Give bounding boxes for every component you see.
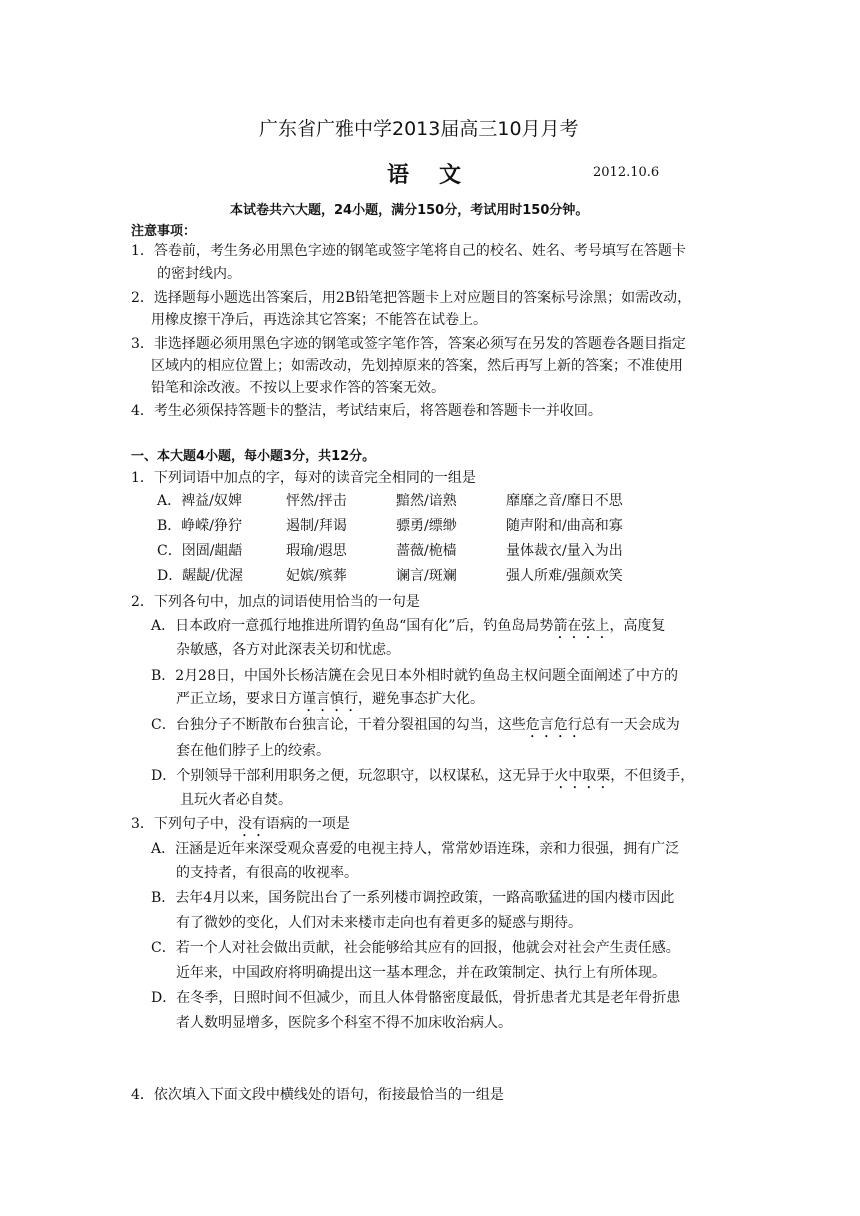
question-2-stem: 2．下列各句中，加点的词语使用恰当的一句是 <box>131 594 420 610</box>
option-c-cont: 套在他们脖子上的绞索。 <box>176 743 330 759</box>
option-cell: 强人所难/强颜欢笑 <box>506 568 623 584</box>
option-cell: 瑕瑜/遐思 <box>286 543 347 559</box>
option-cell: 随声附和/曲高和寡 <box>506 518 623 534</box>
option-d-cont: 且玩火者必自焚。 <box>180 792 292 808</box>
option-a: A．日本政府一意孤行地推进所谓钓鱼岛“国有化”后，钓鱼岛局势箭在弦上，高度复 <box>151 618 666 634</box>
emphasis-text: 箭在弦上 <box>553 618 610 634</box>
question-1-stem: 1．下列词语中加点的字，每对的读音完全相同的一组是 <box>131 470 476 486</box>
question-4-stem: 4．依次填入下面文段中横线处的语句，衔接最恰当的一组是 <box>131 1087 504 1103</box>
option-a-cont: 杂敏感，各方对此深表关切和忧虑。 <box>176 642 400 658</box>
option-cell: A．裨益/奴婢 <box>157 493 242 509</box>
notice-line: 铅笔和涂改液。不按以上要求作答的答案无效。 <box>151 380 445 396</box>
option-cell: 量体裁衣/量入为出 <box>506 543 623 559</box>
notice-line: 2．选择题每小题选出答案后，用2B铅笔把答题卡上对应题目的答案标号涂黑；如需改动， <box>131 290 692 306</box>
notice-line: 用橡皮擦干净后，再选涂其它答案；不能答在试卷上。 <box>151 312 487 328</box>
option-cell: 谰言/斑斓 <box>396 568 457 584</box>
notice-line: 4．考生必须保持答题卡的整洁，考试结束后，将答题卷和答题卡一并收回。 <box>131 403 602 419</box>
notice-line: 的密封线内。 <box>157 266 241 282</box>
exam-title: 广东省广雅中学2013届高三10月月考 <box>259 118 579 140</box>
option-cell: D．龌龊/优渥 <box>157 568 243 584</box>
notice-line: 区域内的相应位置上；如需改动，先划掉原来的答案，然后再写上新的答案；不准使用 <box>151 358 683 374</box>
option-a-cont: 的支持者，有很高的收视率。 <box>176 865 358 881</box>
notice-heading: 注意事项： <box>131 224 197 239</box>
option-c: C．台独分子不断散布台独言论，干着分裂祖国的勾当，这些危言危行总有一天会成为 <box>151 717 680 733</box>
emphasis-text: 没有 <box>237 816 266 832</box>
option-cell: 遏制/拜谒 <box>286 518 347 534</box>
option-cell: 蔷薇/桅樯 <box>396 543 457 559</box>
option-b-cont: 严正立场，要求日方谨言慎行，避免事态扩大化。 <box>176 691 484 707</box>
option-b: B．2月28日，中国外长杨洁篪在会见日本外相时就钓鱼岛主权问题全面阐述了中方的 <box>151 668 679 684</box>
option-cell: 妃嫔/殡葬 <box>286 568 347 584</box>
option-cell: 靡靡之音/靡日不思 <box>506 493 623 509</box>
option-c: C．若一个人对社会做出贡献，社会能够给其应有的回报，他就会对社会产生责任感。 <box>151 940 680 956</box>
option-c-cont: 近年来，中国政府将明确提出这一基本理念，并在政策制定、执行上有所体现。 <box>176 965 666 981</box>
notice-line: 1．答卷前，考生务必用黑色字迹的钢笔或签字笔将自己的校名、姓名、考号填写在答题卡 <box>131 243 686 259</box>
exam-summary: 本试卷共六大题，24小题，满分150分，考试用时150分钟。 <box>230 203 589 218</box>
option-d: D．个别领导干部利用职务之便，玩忽职守，以权谋私，这无异于火中取栗，不但烫手， <box>151 768 695 784</box>
emphasis-text: 火中取栗 <box>554 768 611 784</box>
option-cell: B．峥嵘/狰狞 <box>157 518 243 534</box>
option-cell: 骠勇/缥缈 <box>396 518 457 534</box>
emphasis-text: 危言危行 <box>525 717 582 733</box>
option-a: A．汪涵是近年来深受观众喜爱的电视主持人，常常妙语连珠，亲和力很强，拥有广泛 <box>151 841 680 857</box>
subject-title: 语文 <box>387 163 492 188</box>
option-cell: C．囹圄/龃龉 <box>157 543 243 559</box>
section-heading: 一、本大题4小题，每小题3分，共12分。 <box>131 449 376 464</box>
emphasis-text: 谨言慎行 <box>302 691 358 707</box>
option-d: D．在冬季，日照时间不但减少，而且人体骨骼密度最低，骨折患者尤其是老年骨折患 <box>151 990 681 1006</box>
exam-date: 2012.10.6 <box>593 165 660 180</box>
option-b: B．去年4月以来，国务院出台了一系列楼市调控政策，一路高歌猛进的国内楼市因此 <box>151 890 675 906</box>
option-cell: 怦然/抨击 <box>286 493 347 509</box>
option-cell: 黯然/谙熟 <box>396 493 457 509</box>
question-3-stem: 3．下列句子中，没有语病的一项是 <box>131 816 350 832</box>
notice-line: 3．非选择题必须用黑色字迹的钢笔或签字笔作答，答案必须写在另发的答题卷各题目指定 <box>131 336 686 352</box>
option-d-cont: 者人数明显增多，医院多个科室不得不加床收治病人。 <box>176 1015 512 1031</box>
option-b-cont: 有了微妙的变化，人们对未来楼市走向也有着更多的疑惑与期待。 <box>176 915 582 931</box>
